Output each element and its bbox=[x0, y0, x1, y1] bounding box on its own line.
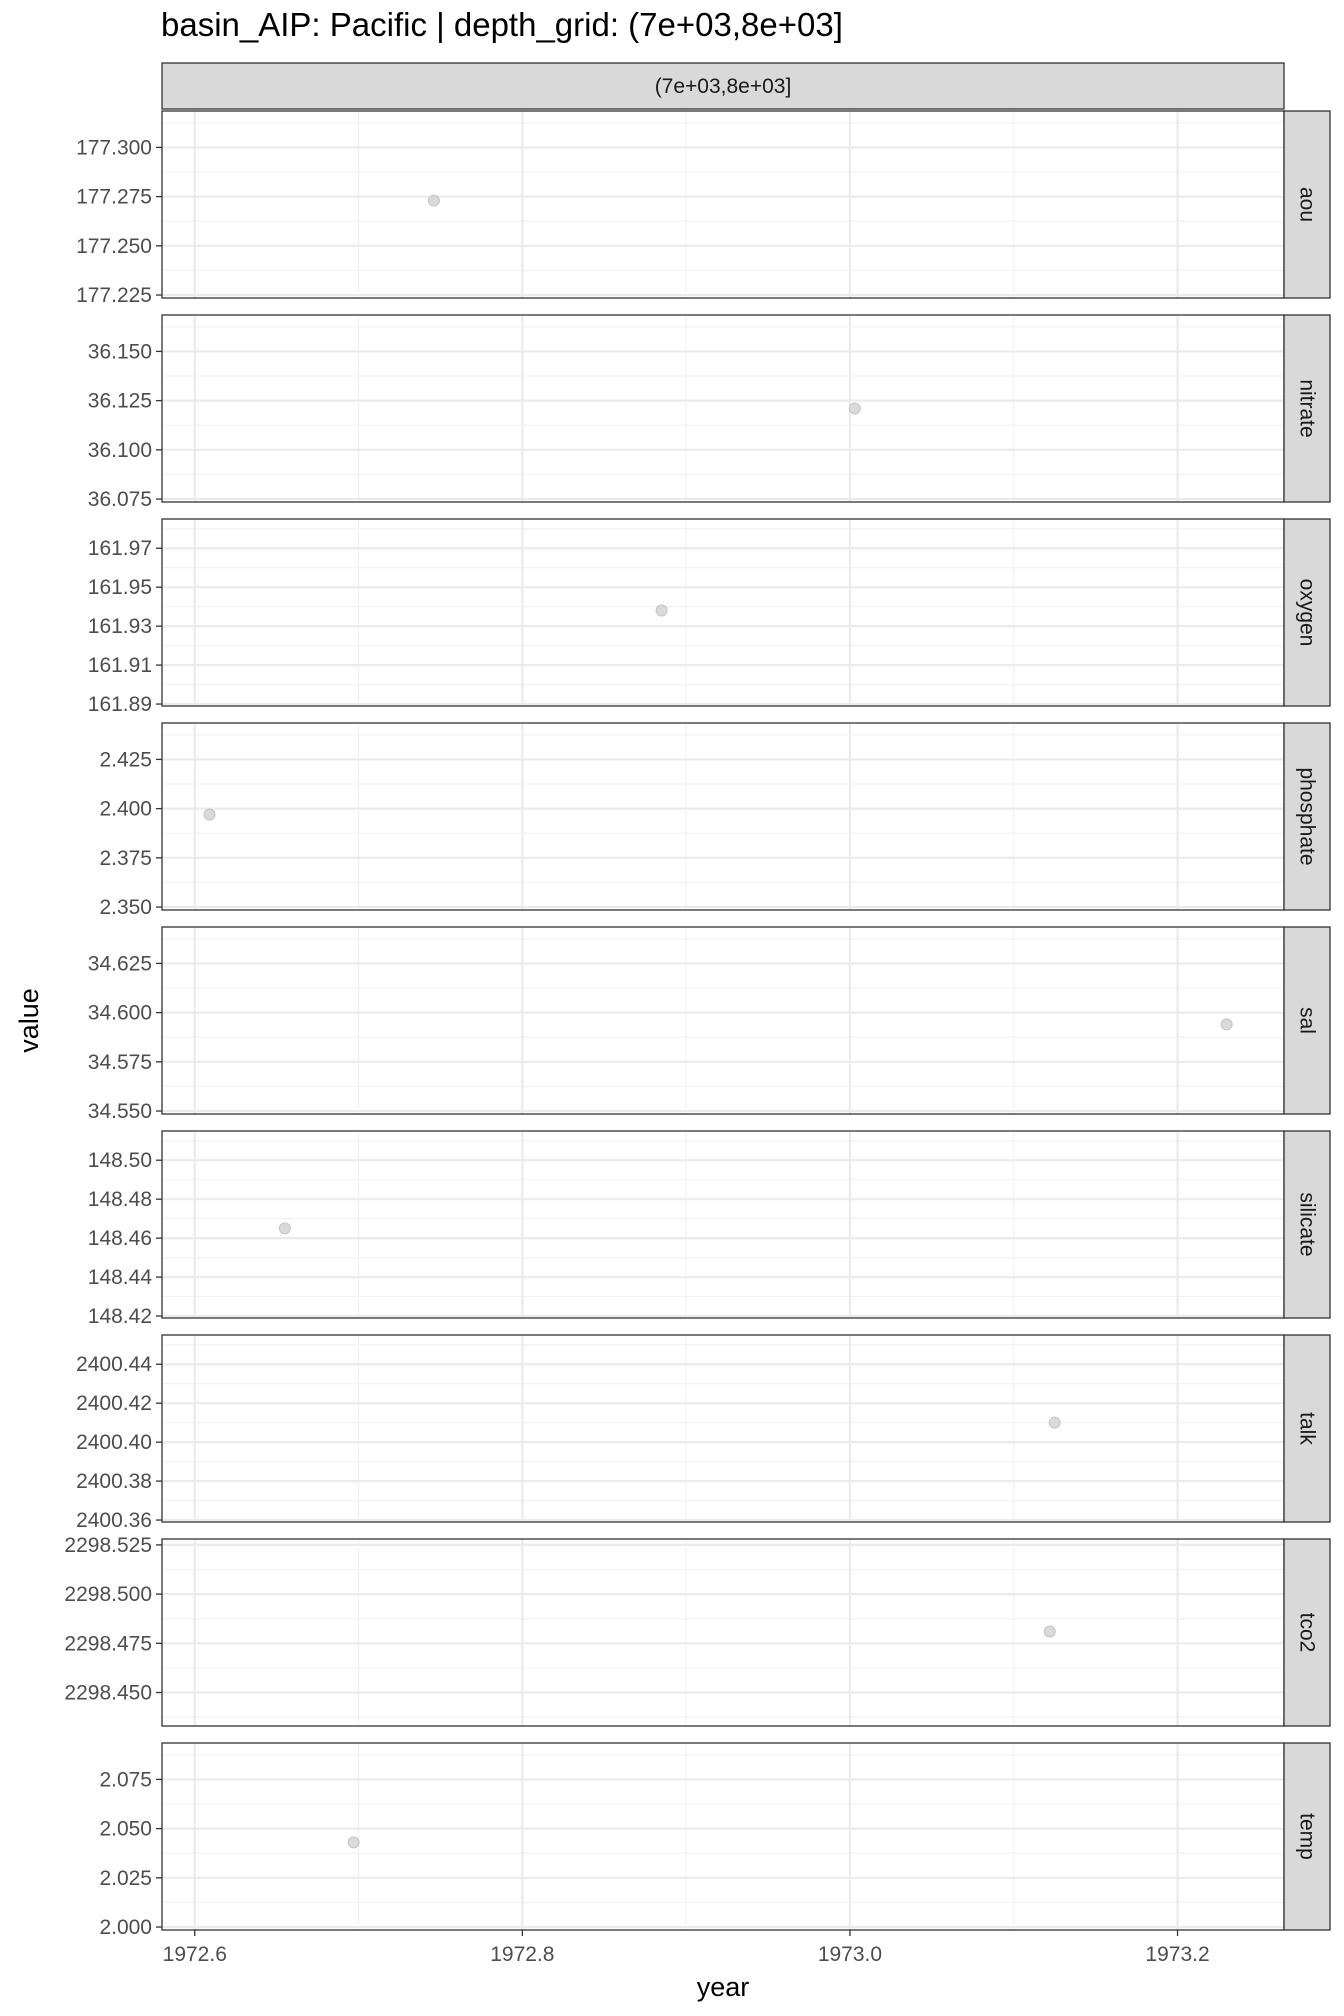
data-point-sal bbox=[1221, 1019, 1232, 1030]
y-axis-title: value bbox=[14, 988, 44, 1053]
data-point-oxygen bbox=[656, 605, 667, 616]
x-tick-label: 1972.8 bbox=[490, 1943, 555, 1966]
y-tick-label: 36.125 bbox=[87, 389, 152, 413]
facet-strip-label-nitrate: nitrate bbox=[1295, 379, 1319, 438]
y-tick-label: 148.50 bbox=[87, 1149, 152, 1173]
facet-strip-label-oxygen: oxygen bbox=[1295, 578, 1319, 647]
panel-background bbox=[162, 1131, 1284, 1318]
y-tick-label: 2298.525 bbox=[64, 1533, 152, 1557]
facet-strip-label-phosphate: phosphate bbox=[1295, 767, 1319, 866]
y-tick-label: 2.400 bbox=[99, 797, 152, 821]
y-tick-label: 177.225 bbox=[76, 284, 152, 308]
data-point-temp bbox=[348, 1837, 359, 1848]
y-tick-label: 2298.475 bbox=[64, 1632, 152, 1656]
y-tick-label: 34.575 bbox=[87, 1050, 152, 1074]
facet-panel-phosphate bbox=[99, 723, 1330, 919]
facet-strip-label-aou: aou bbox=[1295, 186, 1319, 223]
facet-strip-top-label: (7e+03,8e+03] bbox=[654, 75, 792, 98]
x-tick-label: 1972.6 bbox=[162, 1943, 227, 1966]
facet-panel-talk bbox=[76, 1335, 1330, 1532]
facet-panel-nitrate bbox=[88, 315, 1330, 511]
y-tick-label: 161.97 bbox=[87, 537, 152, 561]
y-tick-label: 177.300 bbox=[76, 136, 152, 160]
facet-panel-tco2 bbox=[64, 1534, 1330, 1726]
y-tick-label: 177.275 bbox=[76, 185, 152, 209]
y-tick-label: 161.93 bbox=[87, 615, 152, 639]
y-tick-label: 177.250 bbox=[76, 234, 152, 258]
facet-panel-oxygen bbox=[88, 519, 1330, 716]
facet-strip-label-tco2: tco2 bbox=[1295, 1612, 1319, 1653]
y-tick-label: 2400.36 bbox=[76, 1509, 152, 1533]
data-point-silicate bbox=[279, 1223, 290, 1234]
y-tick-label: 2400.42 bbox=[76, 1392, 152, 1416]
y-tick-label: 2.425 bbox=[99, 748, 152, 772]
facet-strip-label-sal: sal bbox=[1295, 1007, 1319, 1034]
x-axis-title: year bbox=[696, 1972, 750, 2002]
data-point-phosphate bbox=[204, 809, 215, 820]
y-tick-label: 2.375 bbox=[99, 846, 152, 870]
facet-strip-label-temp: temp bbox=[1295, 1813, 1319, 1860]
facet-panel-aou bbox=[76, 111, 1330, 307]
panel-background bbox=[162, 1539, 1284, 1726]
y-tick-label: 36.150 bbox=[87, 340, 152, 364]
facet-strip-label-silicate: silicate bbox=[1295, 1192, 1319, 1257]
data-point-nitrate bbox=[849, 403, 860, 414]
panel-background bbox=[162, 1335, 1284, 1522]
x-tick-label: 1973.0 bbox=[817, 1943, 883, 1966]
y-tick-label: 2.025 bbox=[99, 1866, 152, 1890]
data-point-tco2 bbox=[1044, 1626, 1055, 1637]
y-tick-label: 148.48 bbox=[87, 1188, 152, 1212]
facet-panel-silicate bbox=[88, 1131, 1330, 1328]
y-tick-label: 2.050 bbox=[99, 1817, 152, 1841]
y-tick-label: 34.550 bbox=[87, 1100, 152, 1124]
panel-background bbox=[162, 519, 1284, 706]
y-tick-label: 2298.450 bbox=[64, 1681, 152, 1705]
y-tick-label: 148.44 bbox=[87, 1266, 152, 1290]
y-tick-label: 36.075 bbox=[87, 488, 152, 512]
y-tick-label: 161.95 bbox=[87, 576, 152, 600]
data-point-aou bbox=[428, 195, 439, 206]
y-tick-label: 161.91 bbox=[87, 654, 152, 678]
y-tick-label: 161.89 bbox=[87, 693, 152, 717]
y-tick-label: 2400.40 bbox=[76, 1431, 152, 1455]
y-tick-label: 2.075 bbox=[99, 1768, 152, 1792]
y-tick-label: 148.42 bbox=[87, 1305, 152, 1329]
x-tick-label: 1973.2 bbox=[1145, 1943, 1210, 1966]
facet-panel-temp bbox=[99, 1743, 1330, 1939]
y-tick-label: 36.100 bbox=[87, 438, 152, 462]
y-tick-label: 148.46 bbox=[87, 1227, 152, 1251]
y-tick-label: 2298.500 bbox=[64, 1583, 152, 1607]
y-tick-label: 34.600 bbox=[87, 1001, 152, 1025]
y-tick-label: 2.350 bbox=[99, 896, 152, 920]
facet-panel-sal bbox=[88, 927, 1330, 1123]
data-point-talk bbox=[1049, 1417, 1060, 1428]
chart-title: basin_AIP: Pacific | depth_grid: (7e+03,8e+03] bbox=[161, 6, 843, 43]
facet-strip-label-talk: talk bbox=[1295, 1412, 1319, 1445]
y-tick-label: 2.000 bbox=[99, 1916, 152, 1940]
y-tick-label: 2400.38 bbox=[76, 1470, 152, 1494]
y-tick-label: 34.625 bbox=[87, 952, 152, 976]
y-tick-label: 2400.44 bbox=[76, 1353, 152, 1377]
